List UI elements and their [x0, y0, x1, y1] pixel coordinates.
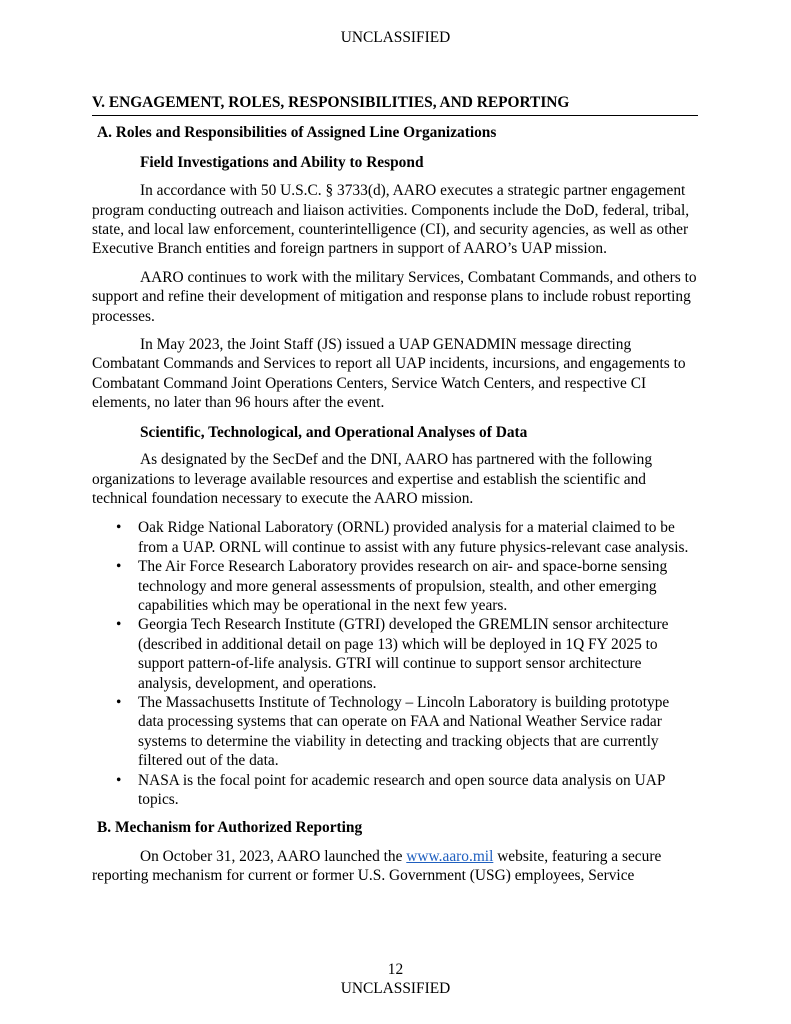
paragraph-genadmin: In May 2023, the Joint Staff (JS) issued a UAP GENADMIN message directing Combatant Commands and Services to report all UAP incidents, incursions, and engagements to Combatant Command Joint Operations Centers, Service Watch Centers, and respective CI elements, no later than 96 hours after the event.: [92, 336, 686, 412]
paragraph-text-start: On October 31, 2023, AARO launched the: [140, 847, 407, 865]
classification-footer: UNCLASSIFIED: [340, 980, 451, 997]
paragraph-website-launch: [92, 847, 698, 886]
paragraph-partnerships: As designated by the SecDef and the DNI, AARO has partnered with the following organizations to leverage available resources and expertise and establish the scientific and technical foundation necessary to execute the AARO mission.: [92, 451, 653, 507]
list-item: [116, 557, 698, 615]
classification-header: UNCLASSIFIED: [340, 29, 451, 46]
subsection-a-heading: A. Roles and Responsibilities of Assigned Line Organizations: [97, 124, 497, 142]
page-number: 12: [387, 961, 404, 978]
field-investigations-heading: Field Investigations and Ability to Respond: [140, 153, 424, 171]
paragraph-text-end: website, featuring a secure reporting mechanism for current or former U.S. Government (USG) employees, Service: [92, 847, 662, 885]
list-item-text: Oak Ridge National Laboratory (ORNL) provided analysis for a material claimed to be from a UAP. ORNL will continue to assist with any future physics-relevant case analysis.: [138, 519, 689, 556]
list-item: [116, 615, 698, 693]
scientific-analyses-heading: Scientific, Technological, and Operational Analyses of Data: [140, 423, 528, 441]
bullet-icon: •: [116, 693, 122, 711]
paragraph-partner-engagement: In accordance with 50 U.S.C. § 3733(d), AARO executes a strategic partner engagement program conducting outreach and liaison activities. Components include the DoD, federal, tribal, state, and local law enforcement, counterintelligence (CI), and security agencies, as well as other Executive Branch entities and foreign partners in support of AARO’s UAP mission.: [92, 182, 690, 258]
list-item-text: NASA is the focal point for academic research and open source data analysis on UAP topics.: [138, 771, 665, 808]
paragraph-military-services: AARO continues to work with the military Services, Combatant Commands, and others to support and refine their development of mitigation and response plans to include robust reporting processes.: [92, 268, 697, 325]
page-body: [92, 93, 698, 886]
bullet-icon: •: [116, 558, 122, 576]
list-item: [116, 693, 698, 771]
partner-list: [92, 518, 698, 809]
list-item-text: The Air Force Research Laboratory provides research on air- and space-borne sensing technology and more general assessments of propulsion, stealth, and other emerging capabilities which may be operational in the next few years.: [138, 558, 668, 614]
aaro-website-link[interactable]: www.aaro.mil: [406, 847, 494, 865]
list-item-text: Georgia Tech Research Institute (GTRI) developed the GREMLIN sensor architecture (described in additional detail on page 13) which will be deployed in 1Q FY 2025 to support pattern-of-life analysis. GTRI will continue to support sensor architecture analysis, development, and operations.: [138, 616, 669, 692]
list-item: [116, 518, 698, 557]
bullet-icon: •: [116, 519, 122, 537]
subsection-b-heading: B. Mechanism for Authorized Reporting: [97, 819, 363, 837]
list-item: [116, 771, 698, 810]
list-item-text: The Massachusetts Institute of Technology – Lincoln Laboratory is building prototype data processing systems that can operate on FAA and National Weather Service radar systems to determine the viability in detecting and tracking objects that are currently filtered out of the data.: [138, 693, 670, 770]
bullet-icon: •: [116, 771, 122, 789]
section-heading: V. ENGAGEMENT, ROLES, RESPONSIBILITIES, AND REPORTING: [92, 93, 698, 116]
bullet-icon: •: [116, 616, 122, 634]
